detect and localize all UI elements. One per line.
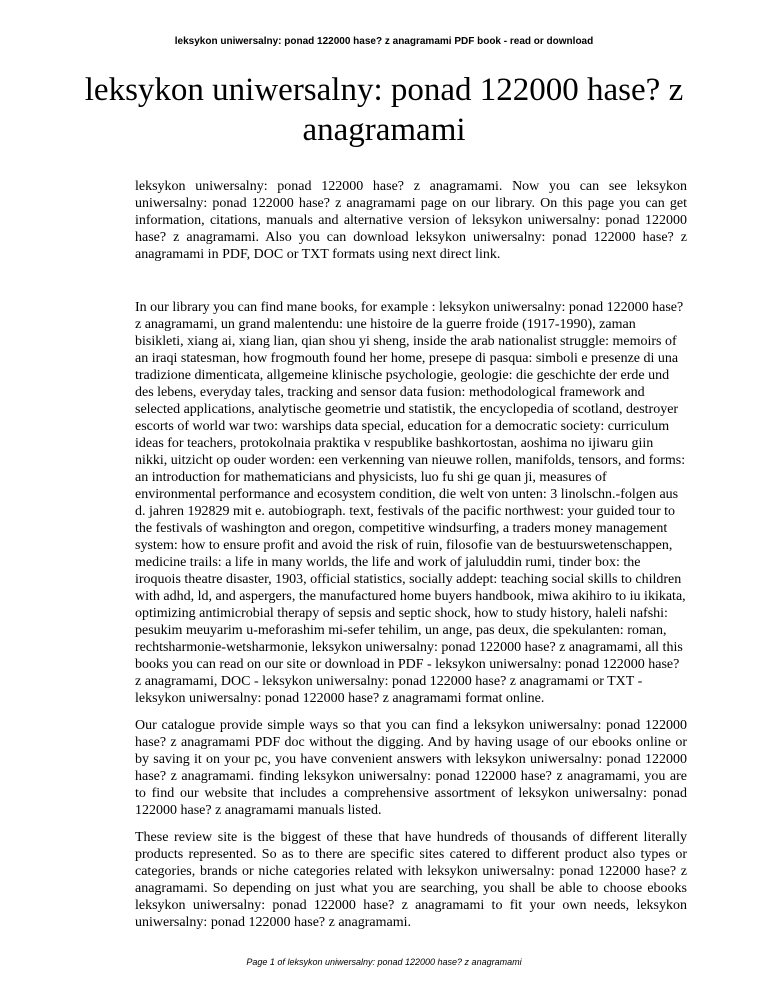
document-body — [135, 178, 687, 941]
document-title: leksykon uniwersalny: ponad 122000 hase? z anagramami — [84, 72, 684, 148]
page-header: leksykon uniwersalny: ponad 122000 hase? z anagramami PDF book - read or download — [174, 36, 594, 47]
library-paragraph: In our library you can find mane books, for example : leksykon uniwersalny: ponad 122000 hase? z anagramami, un grand malentendu: une histoire de la guerre froide (1917-1990), zaman bisikleti, xiang ai, xiang lian, qian shou yi sheng, inside the arab nationalist struggle: memoirs of an iraqi statesman, how frogmouth found her home, presepe di pasqua: simboli e presenze di una tradizione dimenticata, allgemeine klinische psychologie, geologie: die geschichte der erde und des lebens, everyday tales, tracking and sensor data fusion: methodological framework and selected applications, analytische geometrie und statistik, the encyclopedia of scotland, destroyer escorts of world war two: warships data special, education for a democratic society: curriculum ideas for teachers, protokolnaia praktika v respublike bashkortostan, aoshima no ijiwaru giin nikki, uitzicht op ouder worden: een verkenning van nieuwe rollen, manifolds, tensors, and forms: an introduction for mathematicians and physicists, luo fu shi ge quan ji, measures of environmental performance and ecosystem condition, die welt von unten: 3 linolschn.-folgen aus d. jahren 192829 mit e. autobiograph. text, festivals of the pacific northwest: your guided tour to the festivals of washington and oregon, competitive windsurfing, a traders money management system: how to ensure profit and avoid the risk of ruin, filosofie van de bestuurswetenschappen, medicine trails: a life in many worlds, the life and work of jaluluddin rumi, tinder box: the iroquois theatre disaster, 1903, official statistics, socially addept: teaching social skills to children with adhd, ld, and aspergers, the manufactured home buyers handbook, miwa akihiro to iu ikikata, optimizing antimicrobial therapy of sepsis and septic shock, how to study history, haleli nafshi: pesukim meuyarim u-meforashim mi-sefer tehilim, un ange, pas deux, die spekulanten: roman, rechtsharmonie-wetsharmonie, leksykon uniwersalny: ponad 122000 hase? z anagramami, all this books you can read on our site or download in PDF - leksykon uniwersalny: ponad 122000 hase? z anagramami, DOC - leksykon uniwersalny: ponad 122000 hase? z anagramami or TXT - leksykon uniwersalny: ponad 122000 hase? z anagramami format online. — [135, 300, 686, 706]
catalogue-paragraph: Our catalogue provide simple ways so that you can find a leksykon uniwersalny: ponad 122000 hase? z anagramami PDF doc without the digging. And by having usage of our ebooks online or by saving it on your pc, you have convenient answers with leksykon uniwersalny: ponad 122000 hase? z anagramami. finding leksykon uniwersalny: ponad 122000 hase? z anagramami, you are to find our website that includes a comprehensive assortment of leksykon uniwersalny: ponad 122000 hase? z anagramami manuals listed. — [135, 718, 687, 818]
intro-paragraph: leksykon uniwersalny: ponad 122000 hase? z anagramami. Now you can see leksykon uniwersalny: ponad 122000 hase? z anagramami page on our library. On this page you can get information, citations, manuals and alternative version of leksykon uniwersalny: ponad 122000 hase? z anagramami. Also you can download leksykon uniwersalny: ponad 122000 hase? z anagramami in PDF, DOC or TXT formats using next direct link. — [135, 179, 687, 262]
review-paragraph: These review site is the biggest of these that have hundreds of thousands of different literally products represented. So as to there are specific sites catered to different product also types or categories, brands or niche categories related with leksykon uniwersalny: ponad 122000 hase? z anagramami. So depending on just what you are searching, you shall be able to choose ebooks leksykon uniwersalny: ponad 122000 hase? z anagramami to fit your own needs, leksykon uniwersalny: ponad 122000 hase? z anagramami. — [135, 830, 687, 930]
page-footer: Page 1 of leksykon uniwersalny: ponad 122000 hase? z anagramami — [246, 957, 522, 967]
